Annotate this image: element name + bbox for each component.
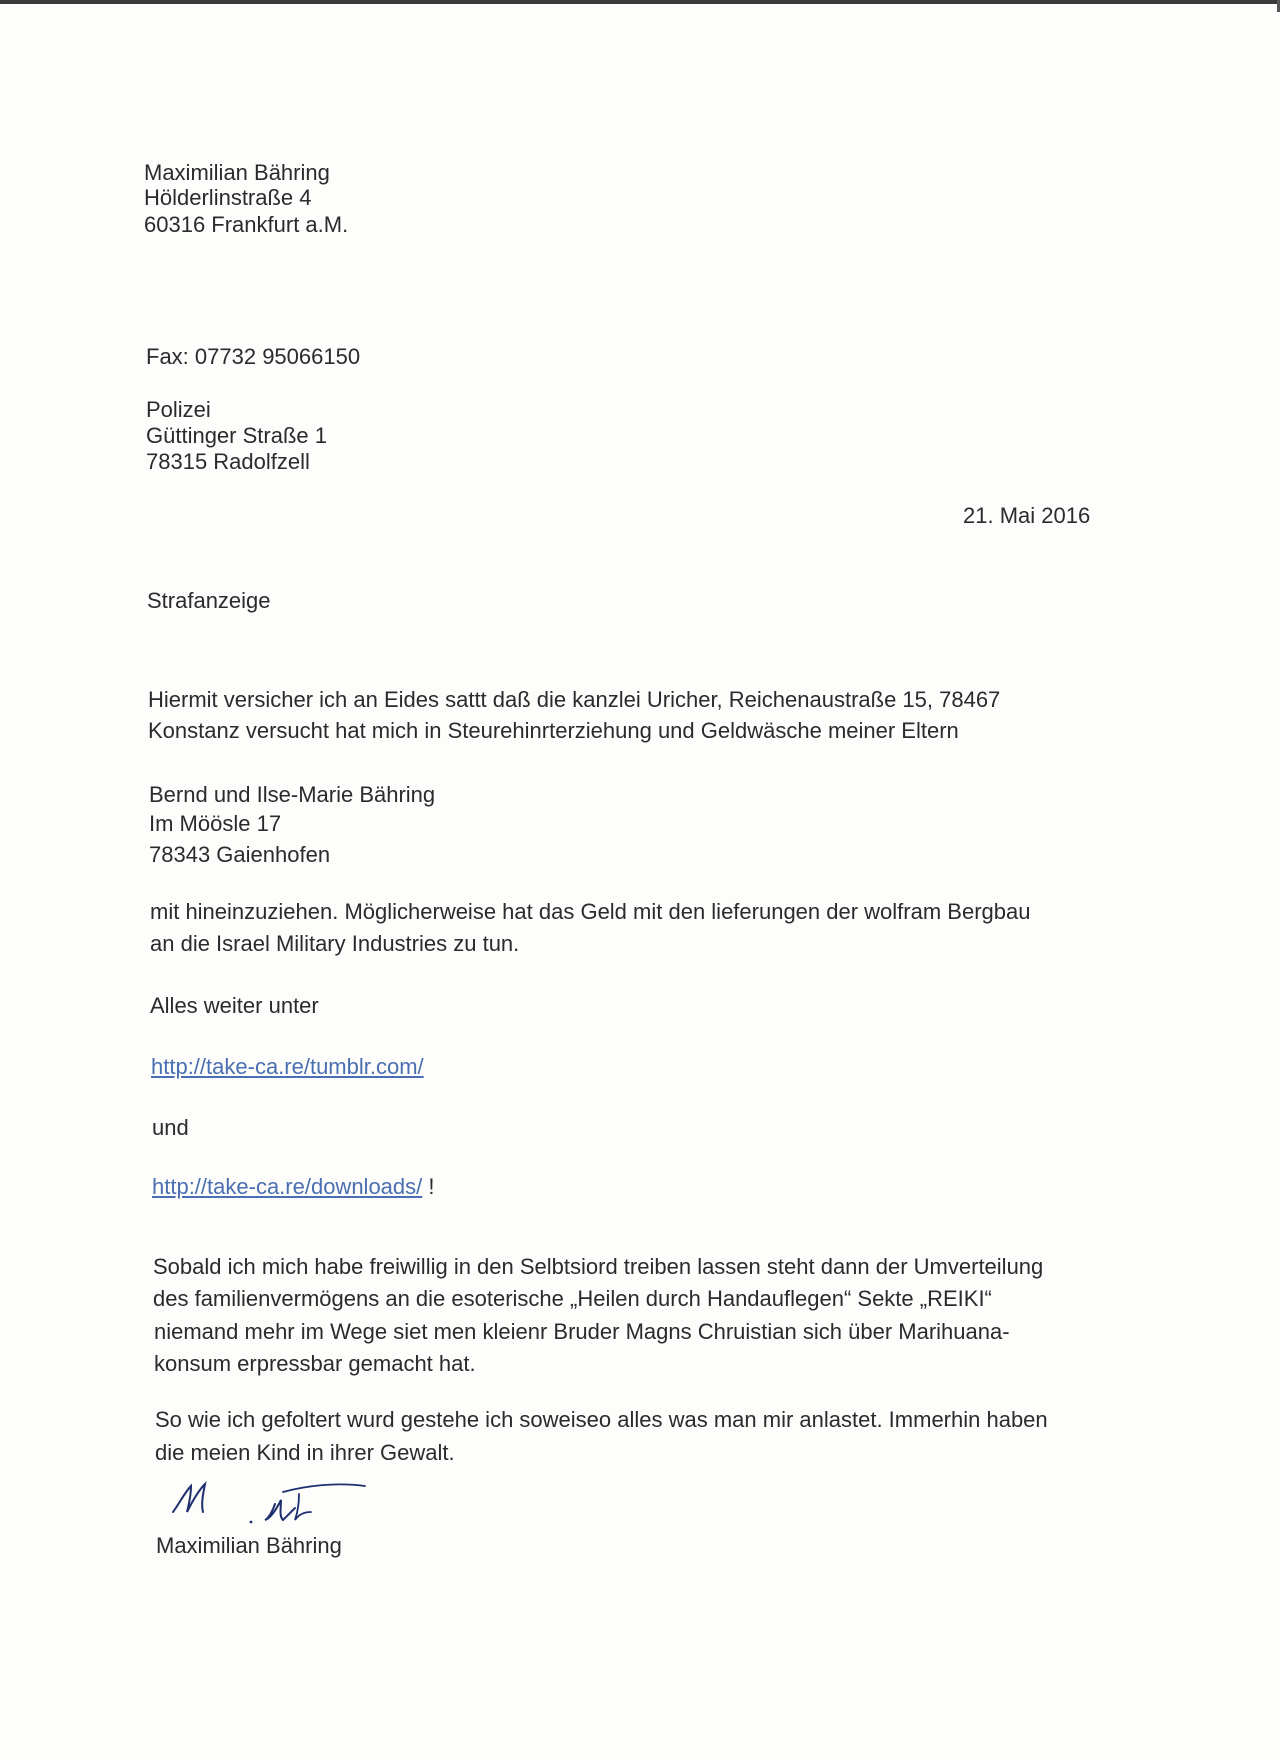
body-line <box>151 1053 424 1080</box>
handwritten-signature <box>165 1478 375 1538</box>
closing-name: Maximilian Bähring <box>156 1533 342 1558</box>
body-line: mit hineinzuziehen. Möglicherweise hat das Geld mit den lieferungen der wolfram Bergbau <box>150 899 1031 924</box>
body-line: an die Israel Military Industries zu tun. <box>150 931 520 956</box>
letter-date: 21. Mai 2016 <box>963 503 1091 528</box>
body-line: So wie ich gefoltert wurd gestehe ich soweiseo alles was man mir anlastet. Immerhin haben <box>155 1407 1048 1432</box>
body-line: Alles weiter unter <box>150 993 319 1018</box>
body-line: Hiermit versicher ich an Eides sattt daß die kanzlei Uricher, Reichenaustraße 15, 78467 <box>148 687 1001 712</box>
body-line: Konstanz versucht hat mich in Steurehinrterziehung und Geldwäsche meiner Eltern <box>148 718 959 743</box>
scan-edge-top <box>0 0 1280 4</box>
sender-street: Hölderlinstraße 4 <box>144 185 312 210</box>
parents-city: 78343 Gaienhofen <box>149 842 331 867</box>
link-tumblr[interactable]: http://take-ca.re/tumblr.com/ <box>151 1054 424 1079</box>
parents-name: Bernd und Ilse-Marie Bähring <box>149 782 436 807</box>
body-line: des familienvermögens an die esoterische „Heilen durch Handauflegen“ Sekte „REIKI“ <box>153 1286 992 1311</box>
body-line <box>152 1173 435 1200</box>
sender-name: Maximilian Bähring <box>144 160 330 185</box>
recipient-street: Güttinger Straße 1 <box>146 423 327 448</box>
fax-number: Fax: 07732 95066150 <box>146 344 361 369</box>
body-line: die meien Kind in ihrer Gewalt. <box>155 1440 455 1465</box>
exclamation: ! <box>422 1174 435 1199</box>
body-line: niemand mehr im Wege siet men kleienr Bruder Magns Chruistian sich über Marihuana- <box>154 1319 1010 1344</box>
body-line: Sobald ich mich habe freiwillig in den Selbtsiord treiben lassen steht dann der Umverteilung <box>153 1254 1044 1279</box>
link-downloads[interactable]: http://take-ca.re/downloads/ <box>152 1174 423 1199</box>
parents-street: Im Möösle 17 <box>149 811 282 836</box>
sender-city: 60316 Frankfurt a.M. <box>144 212 349 237</box>
body-line: konsum erpressbar gemacht hat. <box>154 1351 476 1376</box>
letter-subject: Strafanzeige <box>147 588 271 613</box>
body-line: und <box>152 1115 189 1140</box>
recipient-name: Polizei <box>146 397 211 422</box>
recipient-city: 78315 Radolfzell <box>146 449 310 474</box>
